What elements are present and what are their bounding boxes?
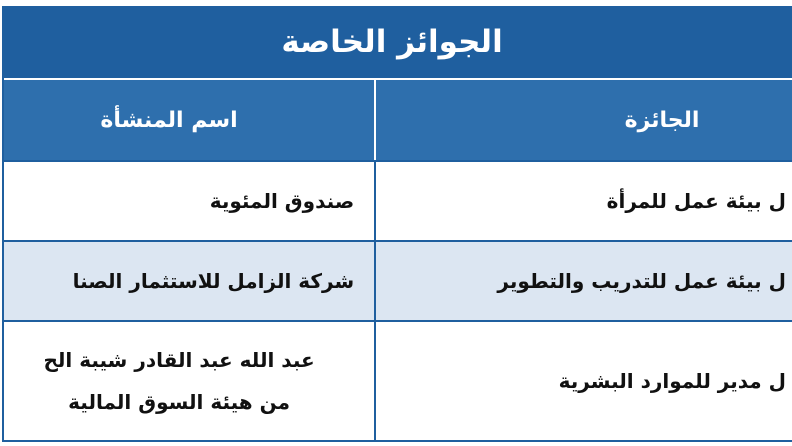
table-row: [4, 320, 792, 440]
header-organization: اسم المنشأة: [100, 107, 238, 133]
award-cell: ل مدير للموارد البشرية: [374, 322, 792, 440]
organization-cell: [4, 322, 374, 440]
awards-table: [2, 6, 792, 442]
table-row: [4, 160, 792, 240]
award-cell: ل بيئة عمل للمرأة: [374, 162, 792, 240]
table-title-bar: [4, 6, 792, 78]
organization-line: عبد الله عبد القادر شيبة الح: [43, 348, 315, 372]
organization-cell: شركة الزامل للاستثمار الصنا: [72, 269, 355, 293]
table-title: الجوائز الخاصة: [281, 24, 503, 60]
table-header-row: [4, 78, 792, 160]
table-row: [4, 240, 792, 320]
organization-cell: صندوق المئوية: [209, 189, 355, 213]
organization-lines: [4, 339, 354, 423]
organization-line: من هيئة السوق المالية: [68, 390, 290, 414]
header-award: الجائزة: [374, 80, 792, 160]
award-cell: ل بيئة عمل للتدريب والتطوير: [374, 242, 792, 320]
